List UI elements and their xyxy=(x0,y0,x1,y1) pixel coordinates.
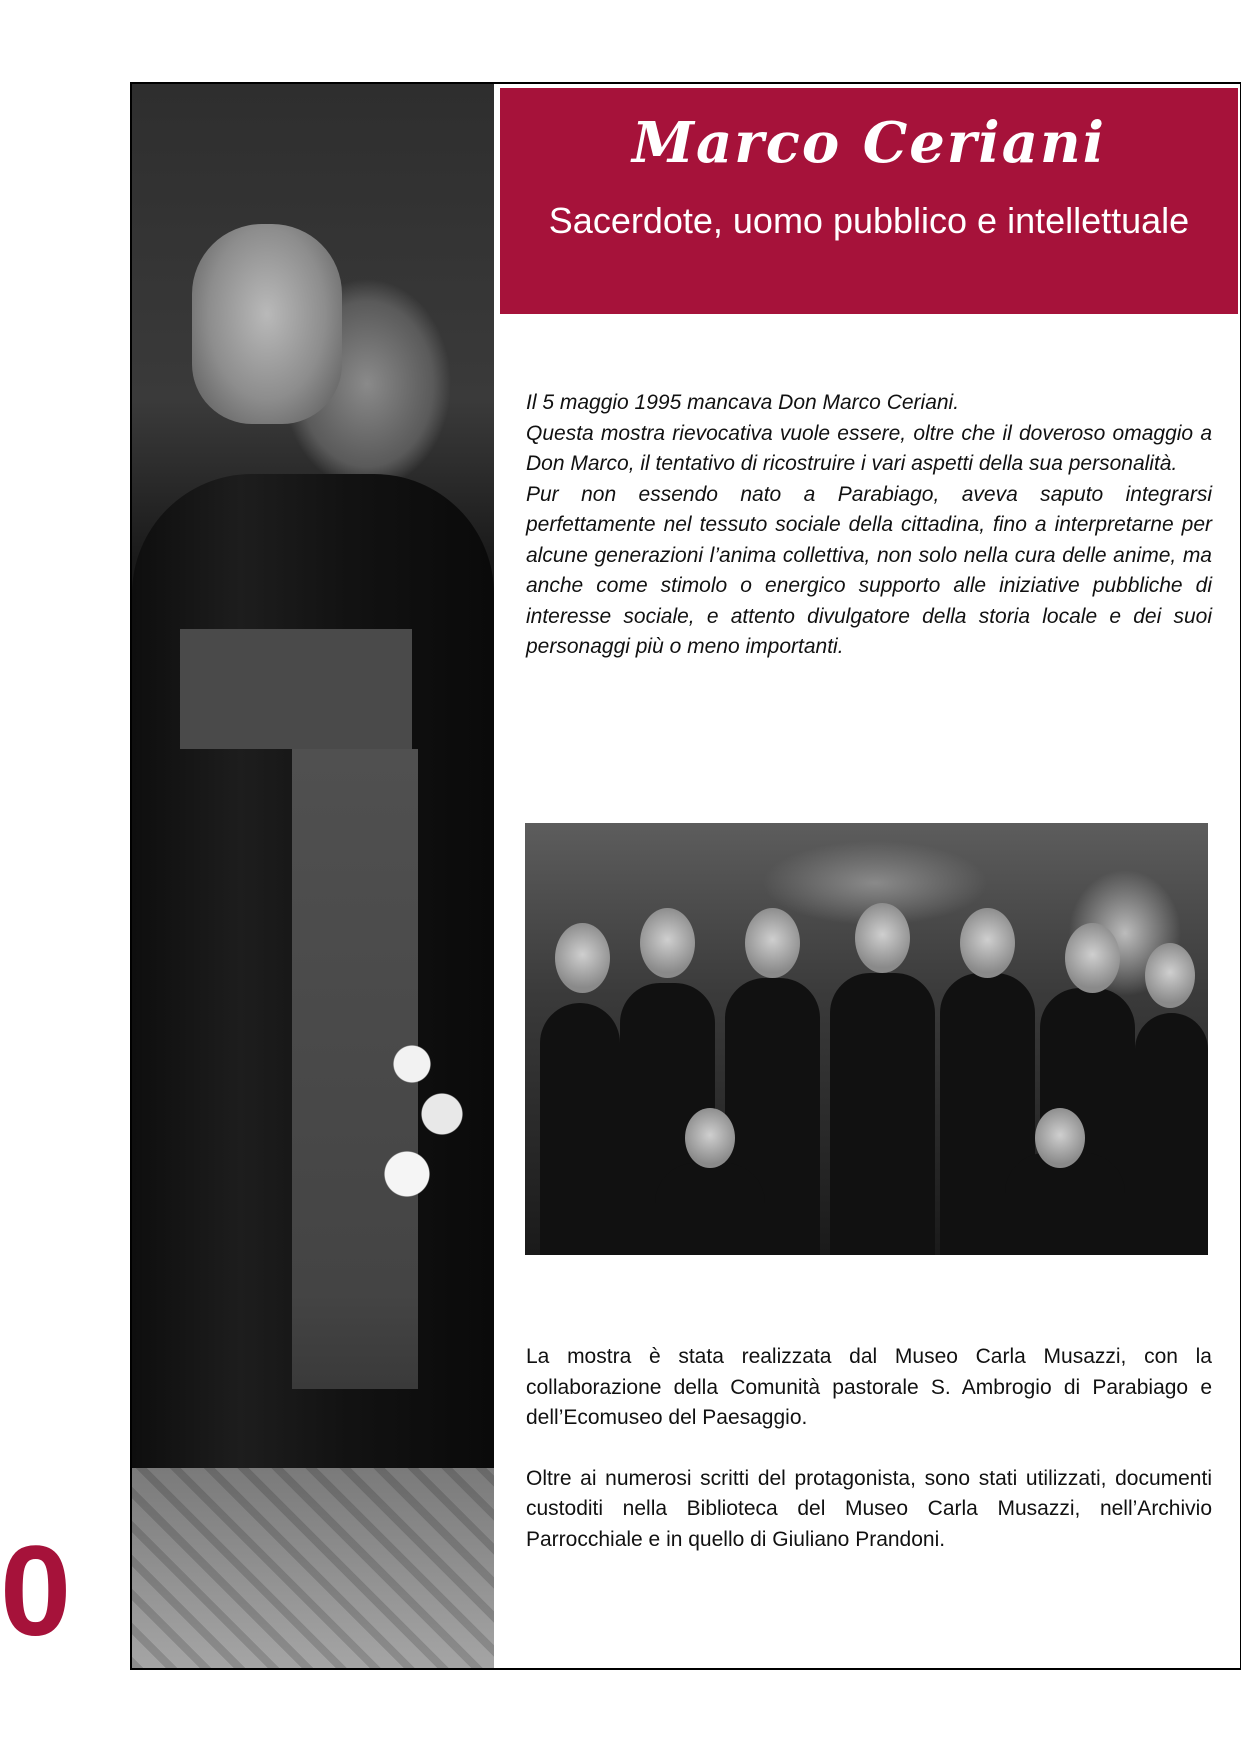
group-face xyxy=(855,903,910,973)
page-title: Marco Ceriani xyxy=(632,110,1106,176)
group-photo xyxy=(525,823,1208,1255)
group-face xyxy=(960,908,1015,978)
intro-line: Il 5 maggio 1995 mancava Don Marco Ceriani. xyxy=(526,391,960,414)
group-person xyxy=(655,1163,765,1255)
group-face xyxy=(640,908,695,978)
credits-paragraph: Oltre ai numerosi scritti del protagonista, sono stati utilizzati, documenti custoditi nella Biblioteca del Museo Carla Musazzi, nell’Archivio Parrocchiale e in quello di Giuliano Prandoni. xyxy=(526,1466,1212,1551)
group-face xyxy=(1035,1108,1085,1168)
group-person xyxy=(540,1003,620,1255)
group-face xyxy=(555,923,610,993)
portrait-photo xyxy=(132,84,494,1668)
group-person xyxy=(1135,1013,1208,1255)
group-person xyxy=(1005,1153,1125,1255)
portrait-floor xyxy=(132,1468,494,1668)
intro-line: Questa mostra rievocativa vuole essere, oltre che il doveroso omaggio a Don Marco, il tentativo di ricostruire i vari aspetti della sua personalità. xyxy=(526,421,1212,475)
page-subtitle: Sacerdote, uomo pubblico e intellettuale xyxy=(548,200,1190,241)
credits-paragraph: La mostra è stata realizzata dal Museo Carla Musazzi, con la collaborazione della Comunità pastorale S. Ambrogio di Parabiago e dell’Ecomuseo del Paesaggio. xyxy=(526,1345,1212,1429)
intro-line: Pur non essendo nato a Parabiago, aveva saputo integrarsi perfettamente nel tessuto sociale della cittadina, fino a interpretarne per alcune generazioni l’anima collettiva, non solo nella cura delle anime, ma anche come stimolo o energico supporto alle iniziative pubbliche di interesse sociale, e attento divulgatore della storia locale e dei suoi personaggi più o meno importanti. xyxy=(526,482,1212,658)
group-face xyxy=(685,1108,735,1168)
portrait-head xyxy=(192,224,342,424)
page-number: 0 xyxy=(0,1520,72,1663)
portrait-flowers xyxy=(382,1034,472,1214)
portrait-sash xyxy=(180,629,412,749)
group-face xyxy=(745,908,800,978)
title-banner xyxy=(500,88,1238,314)
group-face xyxy=(1145,943,1195,1008)
intro-text xyxy=(526,388,1212,663)
group-face xyxy=(1065,923,1120,993)
credits-text xyxy=(526,1342,1212,1585)
group-person xyxy=(830,973,935,1255)
